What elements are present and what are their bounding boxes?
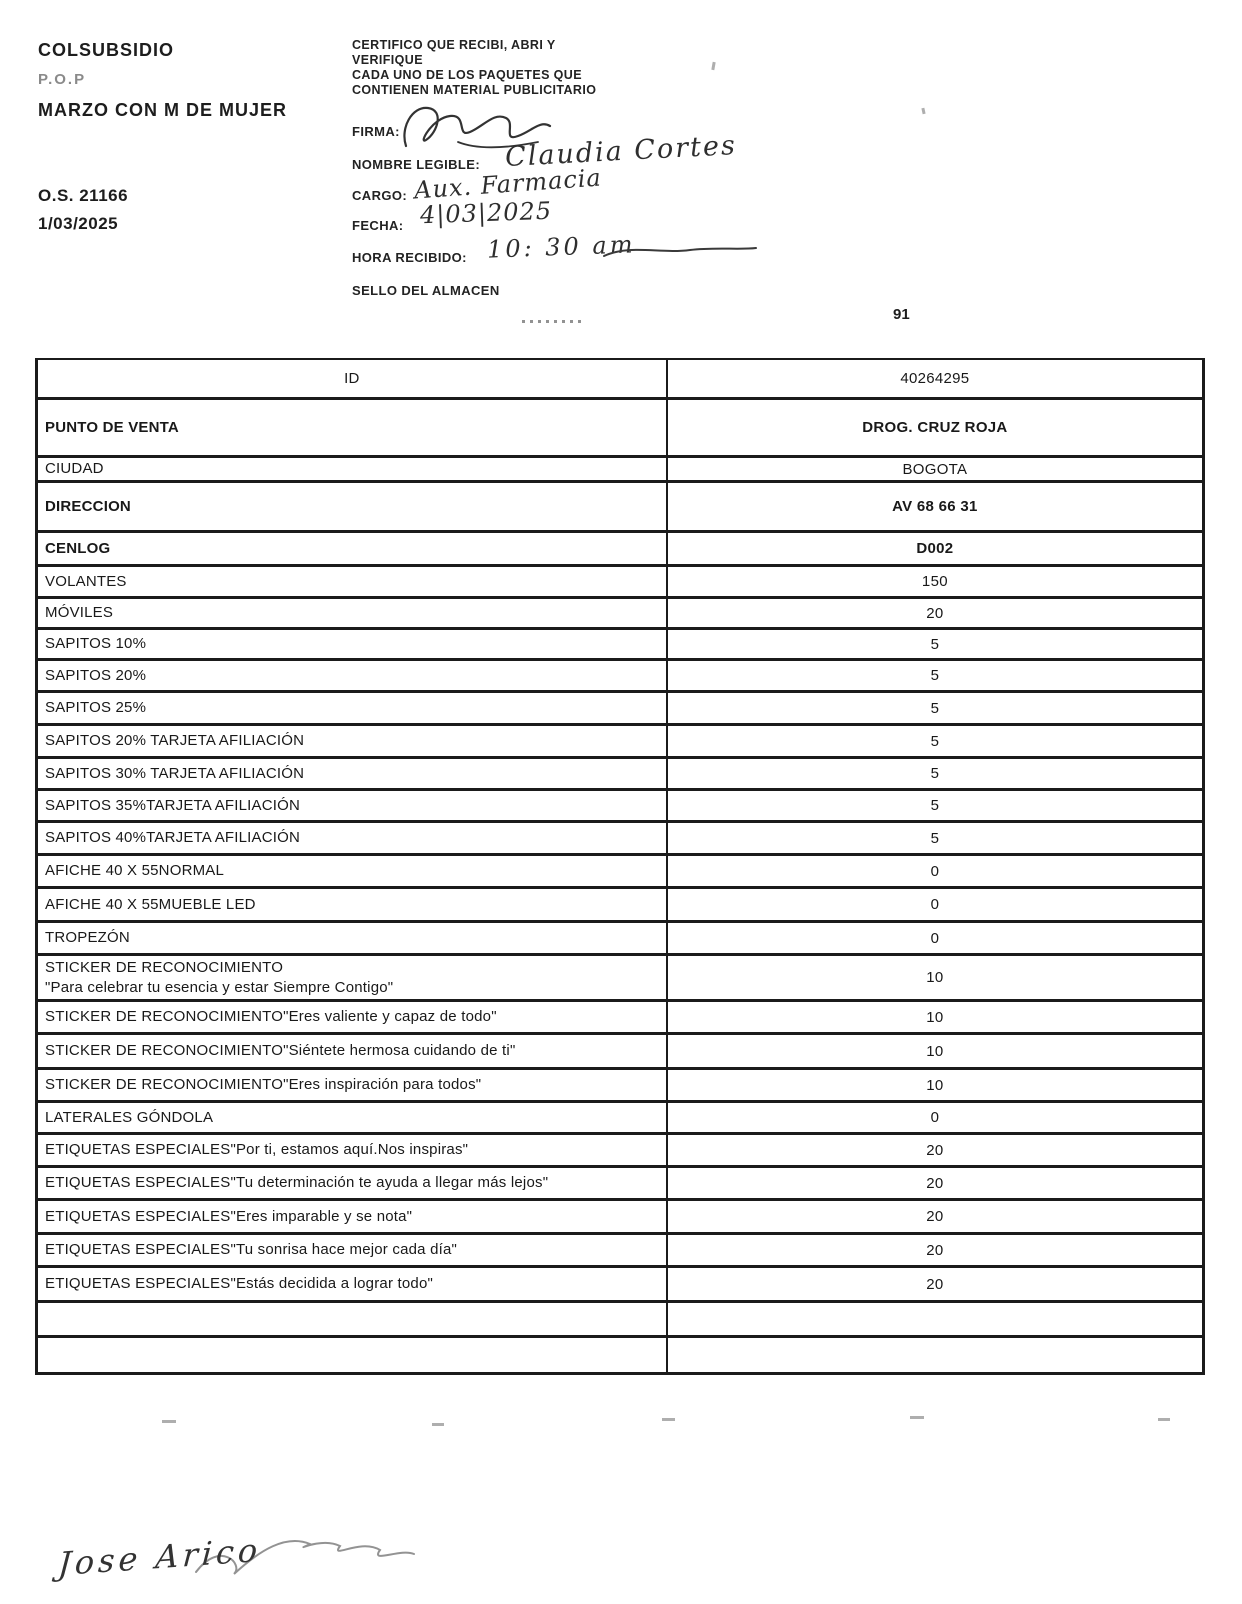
table-row: [38, 856, 1202, 889]
brand-subtitle: P.O.P: [38, 71, 87, 88]
row-label: LATERALES GÓNDOLA: [45, 1108, 214, 1126]
row-value-cell: [668, 1103, 1202, 1132]
row-value: 20: [926, 1241, 944, 1259]
row-value-cell: [668, 1235, 1202, 1265]
row-label: ETIQUETAS ESPECIALES"Eres imparable y se nota": [45, 1207, 413, 1225]
table-row: [38, 1201, 1202, 1235]
scan-artifact: [921, 108, 925, 114]
row-value-cell: [668, 1303, 1202, 1335]
row-label: ETIQUETAS ESPECIALES"Estás decidida a lograr todo": [45, 1275, 434, 1292]
scan-artifact: [432, 1423, 444, 1426]
table-row: [38, 1168, 1202, 1201]
table-row: [38, 400, 1202, 458]
table-row: [38, 693, 1202, 726]
table-row: [38, 1303, 1202, 1338]
table-row: [38, 923, 1202, 956]
table-row: [38, 791, 1202, 823]
row-value-cell: [668, 791, 1202, 820]
row-label-cell: [38, 1235, 668, 1265]
row-value-cell: [668, 1268, 1202, 1300]
handwritten-hora: 10: 30 am: [486, 230, 636, 264]
scan-artifact: [162, 1420, 176, 1423]
table-row: [38, 1035, 1202, 1070]
row-value-cell: [668, 533, 1202, 564]
handwritten-cargo: Aux. Farmacia: [413, 163, 603, 205]
row-label: SAPITOS 25%: [45, 699, 147, 716]
table-row: [38, 661, 1202, 693]
row-label: ETIQUETAS ESPECIALES"Tu sonrisa hace mejor cada día": [45, 1241, 458, 1258]
row-value-cell: [668, 1168, 1202, 1198]
table-row: [38, 567, 1202, 599]
table-row: [38, 458, 1202, 483]
row-label: SAPITOS 35%TARJETA AFILIACIÓN: [45, 796, 301, 814]
row-label: STICKER DE RECONOCIMIENTO: [45, 958, 284, 976]
row-label-cell: [38, 923, 668, 953]
brand-name: COLSUBSIDIO: [38, 40, 175, 60]
table-row: [38, 1268, 1202, 1303]
row-value-cell: [668, 1070, 1202, 1100]
certification-text: [352, 38, 912, 98]
certification-line: CONTIENEN MATERIAL PUBLICITARIO: [352, 83, 597, 97]
scan-artifact: [522, 320, 584, 323]
row-value: 10: [926, 1076, 944, 1094]
row-label-cell: [38, 630, 668, 658]
table-row: [38, 823, 1202, 856]
order-number: O.S. 21166: [38, 186, 129, 205]
table-row: [38, 1002, 1202, 1035]
row-value: 5: [930, 635, 940, 653]
pen-stroke: [600, 238, 760, 264]
header-left: [38, 40, 287, 121]
row-value-cell: [668, 889, 1202, 920]
row-label-cell: [38, 533, 668, 564]
row-label: SAPITOS 40%TARJETA AFILIACIÓN: [45, 829, 301, 846]
bottom-signature-text: Jose Arico: [56, 1530, 263, 1584]
row-value: 5: [930, 829, 940, 847]
row-label-cell: [38, 1201, 668, 1232]
row-label: CIUDAD: [45, 460, 104, 477]
order-block: [38, 186, 128, 234]
row-label-cell: [38, 889, 668, 920]
table-row: [38, 759, 1202, 791]
row-label: ETIQUETAS ESPECIALES"Por ti, estamos aquí.Nos inspiras": [45, 1141, 469, 1158]
row-label-cell: [38, 360, 668, 397]
table-row: [38, 1338, 1202, 1372]
row-value: 150: [921, 573, 948, 590]
row-value-cell: [668, 630, 1202, 658]
handwritten-fecha: 4|03|2025: [419, 196, 553, 230]
row-value-cell: [668, 759, 1202, 788]
row-label-cell: [38, 483, 668, 530]
row-value: 10: [926, 969, 944, 986]
row-label: SAPITOS 20%: [45, 666, 147, 684]
handwritten-nombre: Claudia Cortes: [504, 129, 738, 174]
row-value-cell: [668, 1201, 1202, 1232]
row-value: 20: [926, 1174, 944, 1192]
certification-line: CERTIFICO QUE RECIBI, ABRI Y: [352, 38, 556, 52]
row-label-line2: "Para celebrar tu esencia y estar Siempre Contigo": [45, 978, 394, 996]
fecha-label: FECHA:: [352, 218, 404, 233]
table-row: [38, 360, 1202, 400]
row-label-cell: [38, 1070, 668, 1100]
row-label: SAPITOS 10%: [45, 635, 147, 652]
certification-line: CADA UNO DE LOS PAQUETES QUE: [352, 68, 582, 82]
row-label-cell: [38, 1135, 668, 1165]
row-label-cell: [38, 693, 668, 723]
cargo-label: CARGO:: [352, 188, 408, 203]
row-value: 10: [926, 1008, 944, 1026]
row-label-cell: [38, 1035, 668, 1067]
row-value-cell: [668, 360, 1202, 397]
table-row: [38, 483, 1202, 533]
materials-table: [35, 358, 1205, 1375]
row-value-cell: [668, 1135, 1202, 1165]
row-label: ETIQUETAS ESPECIALES"Tu determinación te ayuda a llegar más lejos": [45, 1174, 549, 1191]
row-label: STICKER DE RECONOCIMIENTO"Eres valiente y capaz de todo": [45, 1008, 497, 1025]
table-row: [38, 533, 1202, 567]
row-value: 40264295: [900, 370, 970, 387]
row-value: D002: [916, 540, 954, 557]
row-value: 5: [930, 667, 940, 684]
row-value-cell: [668, 1035, 1202, 1067]
row-label: TROPEZÓN: [45, 929, 130, 946]
row-label-cell: [38, 599, 668, 627]
row-label-cell: [38, 1338, 668, 1372]
row-label-cell: [38, 956, 668, 999]
row-value-cell: [668, 400, 1202, 455]
row-label-cell: [38, 1168, 668, 1198]
row-label: VOLANTES: [45, 572, 127, 590]
row-label-cell: [38, 400, 668, 455]
row-value-cell: [668, 956, 1202, 999]
row-label-cell: [38, 856, 668, 886]
row-value: 5: [930, 699, 940, 717]
row-value: 10: [926, 1042, 944, 1060]
table-row: [38, 1135, 1202, 1168]
row-label-cell: [38, 1002, 668, 1032]
row-label-cell: [38, 759, 668, 788]
table-row: [38, 1235, 1202, 1268]
table-row: [38, 599, 1202, 630]
row-label-cell: [38, 458, 668, 480]
row-label: SAPITOS 20% TARJETA AFILIACIÓN: [45, 732, 305, 749]
row-value-cell: [668, 823, 1202, 853]
row-label-cell: [38, 823, 668, 853]
row-value-cell: [668, 483, 1202, 530]
row-value-cell: [668, 726, 1202, 756]
certification-line: VERIFIQUE: [352, 53, 423, 67]
row-value: AV 68 66 31: [892, 498, 978, 515]
row-value-cell: [668, 661, 1202, 690]
row-value: 0: [930, 862, 940, 880]
row-value: 20: [926, 1275, 944, 1293]
row-label: ID: [344, 369, 360, 387]
row-value: DROG. CRUZ ROJA: [862, 419, 1008, 436]
row-label: STICKER DE RECONOCIMIENTO"Eres inspiración para todos": [45, 1076, 482, 1093]
row-value-cell: [668, 1338, 1202, 1372]
row-value-cell: [668, 458, 1202, 480]
scan-artifact: [910, 1416, 924, 1419]
row-value: 20: [926, 604, 944, 622]
row-label-cell: [38, 1103, 668, 1132]
sello-almacen-label: SELLO DEL ALMACEN: [352, 283, 500, 298]
row-value-cell: [668, 599, 1202, 627]
order-date: 1/03/2025: [38, 214, 119, 233]
row-value: 0: [930, 929, 940, 947]
row-label: AFICHE 40 X 55MUEBLE LED: [45, 895, 256, 913]
row-label: AFICHE 40 X 55NORMAL: [45, 862, 225, 879]
row-label-cell: [38, 567, 668, 596]
nombre-legible-label: NOMBRE LEGIBLE:: [352, 157, 481, 172]
table-row: [38, 1070, 1202, 1103]
row-value-cell: [668, 923, 1202, 953]
row-value-cell: [668, 693, 1202, 723]
row-value: 0: [930, 1109, 940, 1126]
row-label-cell: [38, 661, 668, 690]
row-value: 20: [926, 1208, 944, 1225]
row-value: 0: [930, 896, 940, 913]
row-value-cell: [668, 567, 1202, 596]
table-row: [38, 889, 1202, 923]
row-label: SAPITOS 30% TARJETA AFILIACIÓN: [45, 764, 305, 782]
row-label-cell: [38, 1268, 668, 1300]
table-row: [38, 1103, 1202, 1135]
row-label: DIRECCION: [45, 497, 131, 515]
page-number: 91: [893, 306, 910, 323]
row-value: BOGOTA: [902, 460, 968, 478]
row-value-cell: [668, 856, 1202, 886]
scan-artifact: [1158, 1418, 1170, 1421]
row-value: 20: [926, 1141, 944, 1159]
table-row: [38, 956, 1202, 1002]
row-label: PUNTO DE VENTA: [45, 418, 179, 436]
row-label: STICKER DE RECONOCIMIENTO"Siéntete hermosa cuidando de ti": [45, 1042, 516, 1059]
row-label-cell: [38, 1303, 668, 1335]
row-value: 5: [930, 797, 940, 814]
firma-label: FIRMA:: [352, 124, 400, 139]
row-label: CENLOG: [45, 539, 111, 557]
row-value: 5: [930, 765, 940, 782]
row-label: MÓVILES: [45, 604, 114, 621]
table-row: [38, 726, 1202, 759]
scan-artifact: [662, 1418, 675, 1421]
table-row: [38, 630, 1202, 661]
campaign-title: MARZO CON M DE MUJER: [38, 100, 287, 120]
hora-recibido-label: HORA RECIBIDO:: [352, 250, 467, 265]
row-value: 5: [930, 732, 940, 750]
row-label-cell: [38, 791, 668, 820]
row-label-cell: [38, 726, 668, 756]
row-value-cell: [668, 1002, 1202, 1032]
